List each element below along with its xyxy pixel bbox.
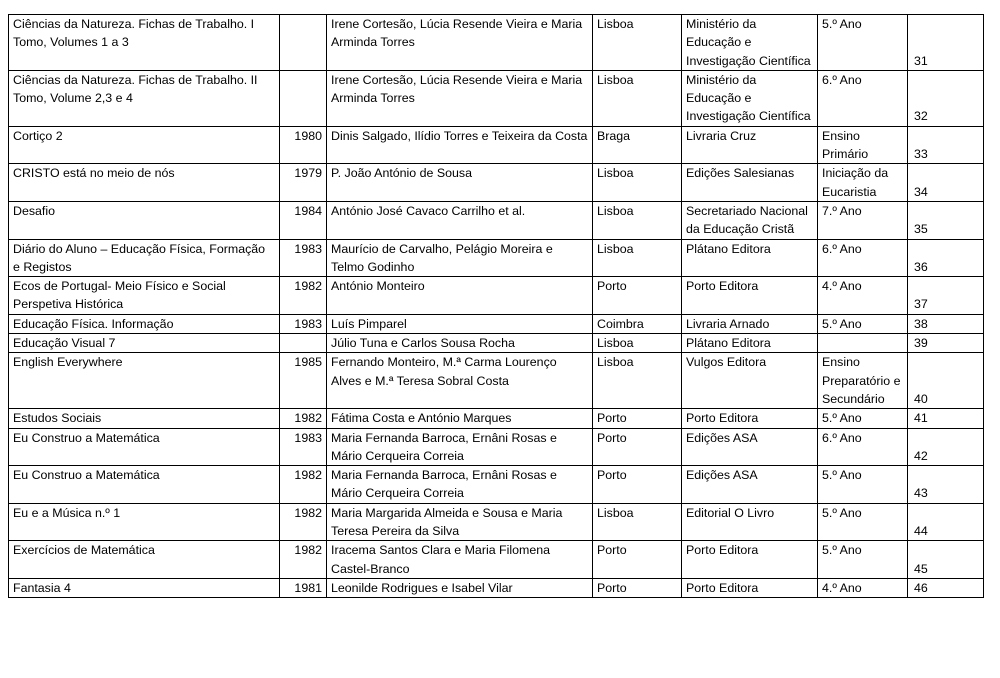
- cell-title: Ecos de Portugal- Meio Físico e Social Perspetiva Histórica: [9, 277, 280, 315]
- cell-publisher: Plátano Editora: [682, 334, 818, 353]
- table-row: [9, 428, 984, 466]
- cell-year: 1980: [280, 126, 327, 164]
- cell-number: 36: [908, 239, 984, 277]
- cell-authors: Irene Cortesão, Lúcia Resende Vieira e Maria Arminda Torres: [327, 70, 593, 126]
- cell-number: 34: [908, 164, 984, 202]
- cell-level: 5.º Ano: [818, 503, 908, 541]
- cell-city: Lisboa: [593, 201, 682, 239]
- cell-authors: P. João António de Sousa: [327, 164, 593, 202]
- table-row: [9, 334, 984, 353]
- cell-authors: António José Cavaco Carrilho et al.: [327, 201, 593, 239]
- cell-number: 38: [908, 314, 984, 333]
- cell-authors: Fernando Monteiro, M.ª Carma Lourenço Alves e M.ª Teresa Sobral Costa: [327, 353, 593, 409]
- cell-year: 1982: [280, 277, 327, 315]
- cell-number: 40: [908, 353, 984, 409]
- cell-level: 4.º Ano: [818, 578, 908, 597]
- table-row: [9, 314, 984, 333]
- cell-city: Porto: [593, 466, 682, 504]
- cell-publisher: Secretariado Nacional da Educação Cristã: [682, 201, 818, 239]
- cell-publisher: Edições ASA: [682, 428, 818, 466]
- cell-publisher: Edições Salesianas: [682, 164, 818, 202]
- cell-number: 41: [908, 409, 984, 428]
- cell-publisher: Editorial O Livro: [682, 503, 818, 541]
- cell-title: Eu Construo a Matemática: [9, 466, 280, 504]
- cell-number: 46: [908, 578, 984, 597]
- cell-level: 5.º Ano: [818, 541, 908, 579]
- cell-authors: Iracema Santos Clara e Maria Filomena Castel-Branco: [327, 541, 593, 579]
- cell-number: 31: [908, 15, 984, 71]
- cell-number: 45: [908, 541, 984, 579]
- cell-level: 6.º Ano: [818, 239, 908, 277]
- cell-level: Ensino Preparatório e Secundário: [818, 353, 908, 409]
- cell-level: 5.º Ano: [818, 409, 908, 428]
- cell-authors: Dinis Salgado, Ilídio Torres e Teixeira da Costa: [327, 126, 593, 164]
- cell-title: Cortiço 2: [9, 126, 280, 164]
- cell-publisher: Porto Editora: [682, 578, 818, 597]
- table-row: [9, 503, 984, 541]
- cell-publisher: Porto Editora: [682, 409, 818, 428]
- cell-year: 1982: [280, 466, 327, 504]
- cell-city: Porto: [593, 277, 682, 315]
- table-row: [9, 578, 984, 597]
- cell-level: 5.º Ano: [818, 15, 908, 71]
- cell-year: [280, 334, 327, 353]
- cell-year: 1982: [280, 503, 327, 541]
- cell-publisher: Livraria Arnado: [682, 314, 818, 333]
- cell-level: Ensino Primário: [818, 126, 908, 164]
- cell-level: 7.º Ano: [818, 201, 908, 239]
- cell-city: Lisboa: [593, 353, 682, 409]
- cell-title: Eu Construo a Matemática: [9, 428, 280, 466]
- cell-number: 37: [908, 277, 984, 315]
- cell-year: 1982: [280, 409, 327, 428]
- cell-publisher: Livraria Cruz: [682, 126, 818, 164]
- cell-publisher: Ministério da Educação e Investigação Científica: [682, 15, 818, 71]
- table-row: [9, 164, 984, 202]
- table-row: [9, 239, 984, 277]
- cell-level: Iniciação da Eucaristia: [818, 164, 908, 202]
- cell-number: 42: [908, 428, 984, 466]
- table-row: [9, 126, 984, 164]
- cell-title: Fantasia 4: [9, 578, 280, 597]
- cell-year: 1983: [280, 314, 327, 333]
- cell-title: Exercícios de Matemática: [9, 541, 280, 579]
- cell-title: Diário do Aluno – Educação Física, Formação e Registos: [9, 239, 280, 277]
- cell-city: Porto: [593, 541, 682, 579]
- cell-number: 35: [908, 201, 984, 239]
- cell-city: Coimbra: [593, 314, 682, 333]
- cell-publisher: Plátano Editora: [682, 239, 818, 277]
- cell-authors: Maria Fernanda Barroca, Ernâni Rosas e Mário Cerqueira Correia: [327, 466, 593, 504]
- cell-authors: Fátima Costa e António Marques: [327, 409, 593, 428]
- cell-title: Ciências da Natureza. Fichas de Trabalho. II Tomo, Volume 2,3 e 4: [9, 70, 280, 126]
- cell-city: Porto: [593, 409, 682, 428]
- table-row: [9, 466, 984, 504]
- cell-level: 6.º Ano: [818, 428, 908, 466]
- cell-publisher: Vulgos Editora: [682, 353, 818, 409]
- cell-number: 44: [908, 503, 984, 541]
- cell-level: 6.º Ano: [818, 70, 908, 126]
- table-row: [9, 201, 984, 239]
- cell-title: Educação Visual 7: [9, 334, 280, 353]
- table-row: [9, 353, 984, 409]
- cell-city: Lisboa: [593, 70, 682, 126]
- cell-year: 1983: [280, 428, 327, 466]
- table-row: [9, 541, 984, 579]
- cell-title: Educação Física. Informação: [9, 314, 280, 333]
- cell-publisher: Porto Editora: [682, 541, 818, 579]
- cell-authors: Leonilde Rodrigues e Isabel Vilar: [327, 578, 593, 597]
- cell-title: CRISTO está no meio de nós: [9, 164, 280, 202]
- cell-year: 1982: [280, 541, 327, 579]
- cell-year: 1983: [280, 239, 327, 277]
- cell-city: Lisboa: [593, 334, 682, 353]
- textbook-table: [8, 14, 984, 598]
- cell-authors: Maria Margarida Almeida e Sousa e Maria Teresa Pereira da Silva: [327, 503, 593, 541]
- table-body: [9, 15, 984, 598]
- cell-year: 1984: [280, 201, 327, 239]
- cell-level: [818, 334, 908, 353]
- table-row: [9, 409, 984, 428]
- cell-authors: Irene Cortesão, Lúcia Resende Vieira e Maria Arminda Torres: [327, 15, 593, 71]
- cell-city: Braga: [593, 126, 682, 164]
- cell-year: 1979: [280, 164, 327, 202]
- cell-city: Lisboa: [593, 164, 682, 202]
- cell-year: [280, 70, 327, 126]
- cell-number: 39: [908, 334, 984, 353]
- cell-year: 1981: [280, 578, 327, 597]
- cell-level: 5.º Ano: [818, 466, 908, 504]
- cell-authors: António Monteiro: [327, 277, 593, 315]
- cell-number: 32: [908, 70, 984, 126]
- cell-year: [280, 15, 327, 71]
- cell-city: Lisboa: [593, 15, 682, 71]
- cell-city: Lisboa: [593, 239, 682, 277]
- cell-number: 33: [908, 126, 984, 164]
- cell-level: 4.º Ano: [818, 277, 908, 315]
- cell-title: English Everywhere: [9, 353, 280, 409]
- cell-city: Porto: [593, 428, 682, 466]
- cell-title: Eu e a Música n.º 1: [9, 503, 280, 541]
- cell-authors: Luís Pimparel: [327, 314, 593, 333]
- table-row: [9, 15, 984, 71]
- cell-level: 5.º Ano: [818, 314, 908, 333]
- cell-title: Desafio: [9, 201, 280, 239]
- cell-title: Ciências da Natureza. Fichas de Trabalho. I Tomo, Volumes 1 a 3: [9, 15, 280, 71]
- table-row: [9, 70, 984, 126]
- table-row: [9, 277, 984, 315]
- cell-publisher: Porto Editora: [682, 277, 818, 315]
- cell-authors: Júlio Tuna e Carlos Sousa Rocha: [327, 334, 593, 353]
- cell-publisher: Ministério da Educação e Investigação Científica: [682, 70, 818, 126]
- cell-year: 1985: [280, 353, 327, 409]
- cell-city: Porto: [593, 578, 682, 597]
- cell-authors: Maurício de Carvalho, Pelágio Moreira e Telmo Godinho: [327, 239, 593, 277]
- cell-number: 43: [908, 466, 984, 504]
- cell-publisher: Edições ASA: [682, 466, 818, 504]
- cell-authors: Maria Fernanda Barroca, Ernâni Rosas e Mário Cerqueira Correia: [327, 428, 593, 466]
- cell-title: Estudos Sociais: [9, 409, 280, 428]
- cell-city: Lisboa: [593, 503, 682, 541]
